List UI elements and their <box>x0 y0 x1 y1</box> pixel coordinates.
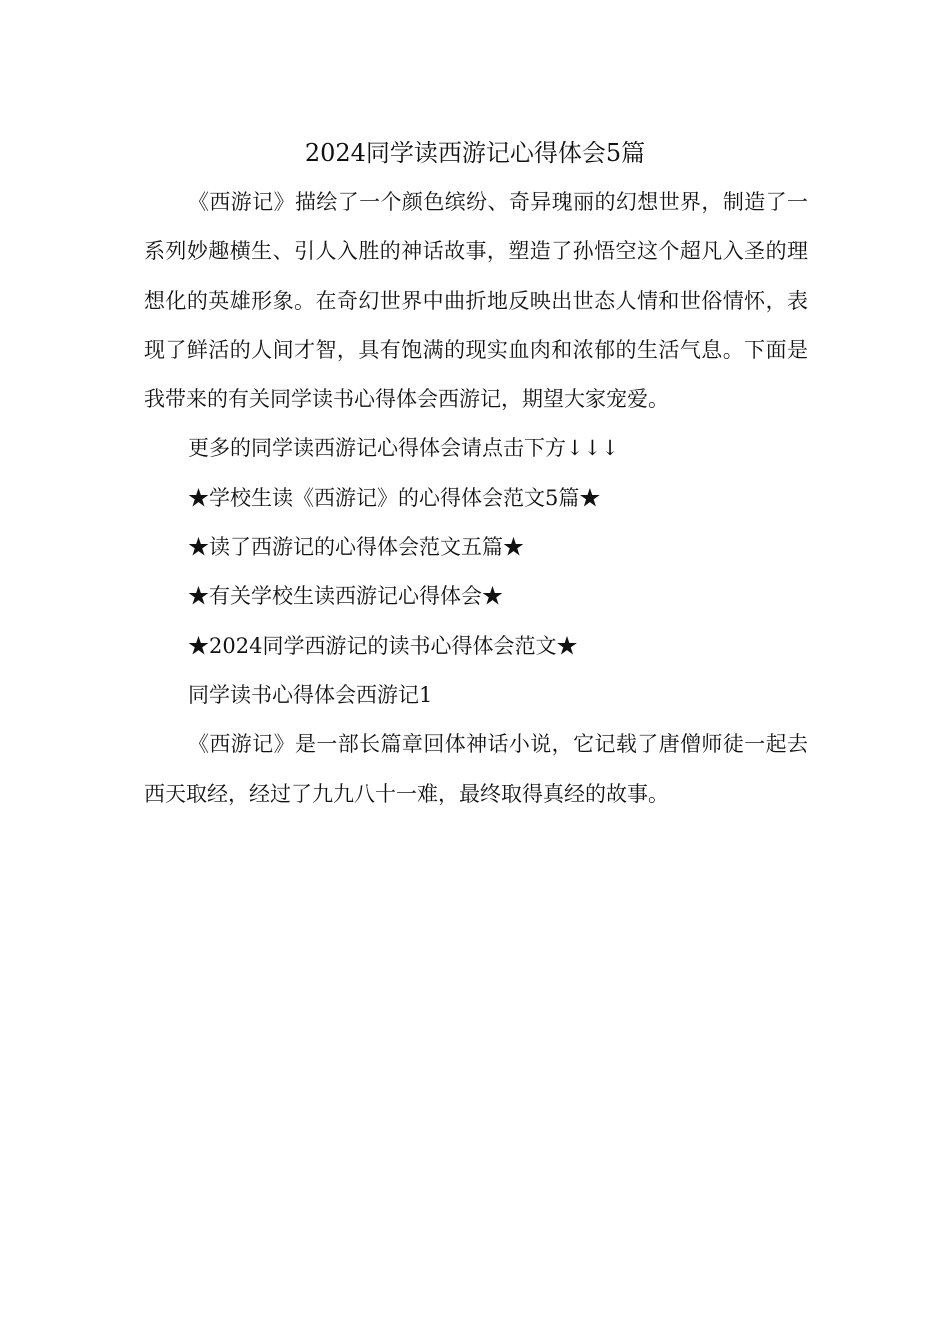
section-heading: 同学读书心得体会西游记1 <box>188 682 433 707</box>
related-article-link-3[interactable]: ★有关学校生读西游记心得体会★ <box>188 584 503 609</box>
intro-paragraph: 《西游记》描绘了一个颜色缤纷、奇异瑰丽的幻想世界，制造了一系列妙趣横生、引人入胜的神话故事，塑造了孙悟空这个超凡入圣的理想化的英雄形象。在奇幻世界中曲折地反映出世态人情和世俗情怀，表现了鲜活的人间才智，具有饱满的现实血肉和浓郁的生活气息。下面是我带来的有关同学读书心得体会西游记，期望大家宠爱。 <box>144 190 808 412</box>
document-body <box>144 178 808 819</box>
related-article-link-4[interactable]: ★2024同学西游记的读书心得体会范文★ <box>188 633 578 658</box>
section-paragraph: 《西游记》是一部长篇章回体神话小说，它记载了唐僧师徒一起去西天取经，经过了九九八十一难，最终取得真经的故事。 <box>144 732 808 806</box>
more-prompt-paragraph: 更多的同学读西游记心得体会请点击下方↓↓↓ <box>188 436 619 461</box>
document-title: 2024同学读西游记心得体会5篇 <box>304 139 646 167</box>
related-article-link-2[interactable]: ★读了西游记的心得体会范文五篇★ <box>188 535 524 560</box>
related-article-link-1[interactable]: ★学校生读《西游记》的心得体会范文5篇★ <box>188 485 601 510</box>
